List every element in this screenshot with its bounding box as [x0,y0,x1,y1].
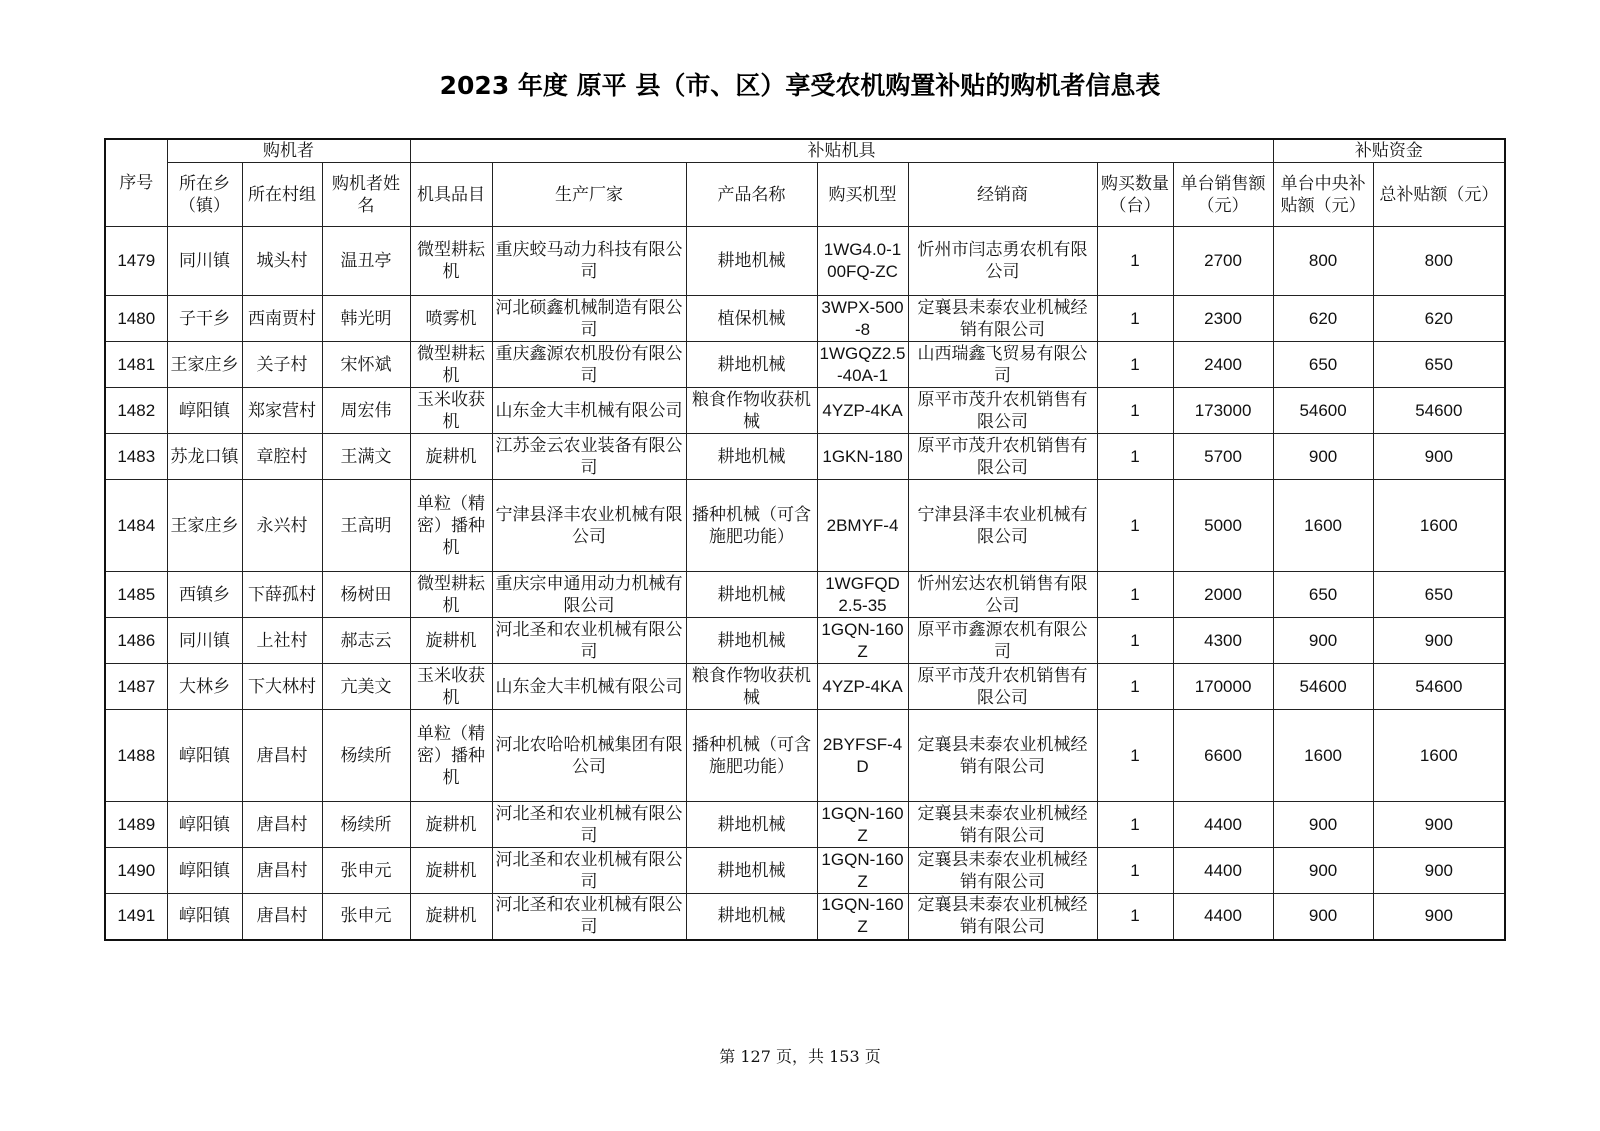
cell-total-subsidy: 54600 [1373,664,1505,710]
cell-seq: 1484 [105,480,167,572]
table-row [105,572,1505,618]
cell-manufacturer: 重庆蛟马动力科技有限公司 [492,227,686,296]
cell-seq: 1483 [105,434,167,480]
cell-unit-price: 4400 [1173,848,1273,894]
cell-dealer: 原平市茂升农机销售有限公司 [908,388,1097,434]
cell-manufacturer: 河北圣和农业机械有限公司 [492,618,686,664]
cell-seq: 1488 [105,710,167,802]
cell-dealer: 原平市鑫源农机有限公司 [908,618,1097,664]
cell-category: 单粒（精密）播种机 [410,480,492,572]
cell-central-subsidy: 1600 [1273,480,1373,572]
header-township: 所在乡（镇） [167,163,242,227]
cell-qty: 1 [1097,572,1173,618]
cell-qty: 1 [1097,710,1173,802]
cell-buyer-name: 王高明 [322,480,410,572]
page-footer: 第 127 页，共 153 页 [719,1047,881,1066]
table-row [105,296,1505,342]
cell-central-subsidy: 650 [1273,572,1373,618]
cell-buyer-name: 亢美文 [322,664,410,710]
table-row [105,618,1505,664]
cell-category: 旋耕机 [410,894,492,940]
cell-village: 唐昌村 [242,894,322,940]
cell-seq: 1480 [105,296,167,342]
cell-product: 粮食作物收获机械 [686,664,817,710]
table-row [105,894,1505,940]
cell-model: 1WG4.0-100FQ-ZC [817,227,908,296]
table-row [105,388,1505,434]
cell-seq: 1489 [105,802,167,848]
cell-category: 旋耕机 [410,802,492,848]
header-village: 所在村组 [242,163,322,227]
cell-category: 玉米收获机 [410,388,492,434]
cell-village: 上社村 [242,618,322,664]
cell-village: 郑家营村 [242,388,322,434]
cell-product: 耕地机械 [686,227,817,296]
cell-model: 3WPX-500-8 [817,296,908,342]
cell-product: 耕地机械 [686,618,817,664]
table-row [105,227,1505,296]
cell-buyer-name: 杨续所 [322,710,410,802]
cell-central-subsidy: 900 [1273,434,1373,480]
cell-dealer: 忻州宏达农机销售有限公司 [908,572,1097,618]
cell-unit-price: 2400 [1173,342,1273,388]
cell-dealer: 定襄县耒泰农业机械经销有限公司 [908,894,1097,940]
cell-dealer: 定襄县耒泰农业机械经销有限公司 [908,802,1097,848]
cell-village: 唐昌村 [242,848,322,894]
cell-village: 下大林村 [242,664,322,710]
cell-unit-price: 173000 [1173,388,1273,434]
cell-qty: 1 [1097,296,1173,342]
cell-model: 1GQN-160Z [817,618,908,664]
cell-qty: 1 [1097,480,1173,572]
cell-village: 下薛孤村 [242,572,322,618]
cell-township: 同川镇 [167,227,242,296]
buyer-info-table [104,138,1506,941]
cell-central-subsidy: 900 [1273,618,1373,664]
header-dealer: 经销商 [908,163,1097,227]
cell-unit-price: 2700 [1173,227,1273,296]
header-qty: 购买数量（台） [1097,163,1173,227]
cell-total-subsidy: 800 [1373,227,1505,296]
cell-township: 大林乡 [167,664,242,710]
header-central-subsidy: 单台中央补贴额（元） [1273,163,1373,227]
cell-unit-price: 5000 [1173,480,1273,572]
cell-manufacturer: 河北圣和农业机械有限公司 [492,848,686,894]
cell-product: 耕地机械 [686,848,817,894]
cell-dealer: 原平市茂升农机销售有限公司 [908,434,1097,480]
cell-township: 王家庄乡 [167,480,242,572]
cell-product: 播种机械（可含施肥功能） [686,480,817,572]
table-row [105,434,1505,480]
header-product: 产品名称 [686,163,817,227]
cell-manufacturer: 河北硕鑫机械制造有限公司 [492,296,686,342]
cell-qty: 1 [1097,664,1173,710]
cell-qty: 1 [1097,618,1173,664]
cell-product: 耕地机械 [686,802,817,848]
cell-total-subsidy: 900 [1373,434,1505,480]
table-header [105,139,1505,227]
cell-village: 唐昌村 [242,710,322,802]
cell-total-subsidy: 54600 [1373,388,1505,434]
cell-seq: 1481 [105,342,167,388]
cell-manufacturer: 山东金大丰机械有限公司 [492,388,686,434]
cell-unit-price: 5700 [1173,434,1273,480]
header-group-machine: 补贴机具 [410,139,1273,163]
cell-unit-price: 170000 [1173,664,1273,710]
cell-model: 1GQN-160Z [817,802,908,848]
cell-township: 崞阳镇 [167,848,242,894]
cell-qty: 1 [1097,227,1173,296]
cell-qty: 1 [1097,802,1173,848]
cell-category: 旋耕机 [410,848,492,894]
cell-category: 旋耕机 [410,618,492,664]
cell-buyer-name: 王满文 [322,434,410,480]
cell-model: 2BYFSF-4D [817,710,908,802]
cell-model: 1GQN-160Z [817,894,908,940]
cell-product: 耕地机械 [686,342,817,388]
cell-dealer: 定襄县耒泰农业机械经销有限公司 [908,710,1097,802]
cell-category: 喷雾机 [410,296,492,342]
cell-qty: 1 [1097,388,1173,434]
header-model: 购买机型 [817,163,908,227]
cell-manufacturer: 江苏金云农业装备有限公司 [492,434,686,480]
cell-dealer: 山西瑞鑫飞贸易有限公司 [908,342,1097,388]
cell-township: 崞阳镇 [167,710,242,802]
cell-total-subsidy: 900 [1373,894,1505,940]
cell-seq: 1485 [105,572,167,618]
table-row [105,480,1505,572]
cell-central-subsidy: 620 [1273,296,1373,342]
cell-qty: 1 [1097,342,1173,388]
cell-product: 植保机械 [686,296,817,342]
cell-product: 播种机械（可含施肥功能） [686,710,817,802]
cell-central-subsidy: 800 [1273,227,1373,296]
cell-model: 4YZP-4KA [817,664,908,710]
cell-total-subsidy: 900 [1373,802,1505,848]
cell-seq: 1490 [105,848,167,894]
cell-total-subsidy: 900 [1373,618,1505,664]
cell-unit-price: 4400 [1173,894,1273,940]
table-body [105,227,1505,940]
cell-category: 玉米收获机 [410,664,492,710]
cell-total-subsidy: 900 [1373,848,1505,894]
cell-model: 2BMYF-4 [817,480,908,572]
cell-seq: 1487 [105,664,167,710]
header-manufacturer: 生产厂家 [492,163,686,227]
cell-buyer-name: 周宏伟 [322,388,410,434]
cell-central-subsidy: 900 [1273,848,1373,894]
cell-total-subsidy: 620 [1373,296,1505,342]
cell-village: 永兴村 [242,480,322,572]
cell-total-subsidy: 1600 [1373,710,1505,802]
cell-township: 苏龙口镇 [167,434,242,480]
cell-township: 崞阳镇 [167,802,242,848]
cell-category: 旋耕机 [410,434,492,480]
cell-village: 关子村 [242,342,322,388]
cell-seq: 1491 [105,894,167,940]
cell-product: 耕地机械 [686,894,817,940]
cell-buyer-name: 韩光明 [322,296,410,342]
table-row [105,710,1505,802]
cell-buyer-name: 张申元 [322,848,410,894]
page-title: 2023 年度 原平 县（市、区）享受农机购置补贴的购机者信息表 [439,71,1161,100]
cell-manufacturer: 重庆宗申通用动力机械有限公司 [492,572,686,618]
cell-unit-price: 4400 [1173,802,1273,848]
cell-qty: 1 [1097,848,1173,894]
cell-model: 1WGFQD2.5-35 [817,572,908,618]
cell-seq: 1482 [105,388,167,434]
cell-township: 子干乡 [167,296,242,342]
cell-manufacturer: 河北圣和农业机械有限公司 [492,894,686,940]
cell-manufacturer: 宁津县泽丰农业机械有限公司 [492,480,686,572]
table-row [105,342,1505,388]
header-seq: 序号 [105,139,167,227]
cell-category: 微型耕耘机 [410,572,492,618]
header-buyer-name: 购机者姓名 [322,163,410,227]
cell-unit-price: 2300 [1173,296,1273,342]
cell-manufacturer: 河北圣和农业机械有限公司 [492,802,686,848]
cell-township: 同川镇 [167,618,242,664]
cell-seq: 1486 [105,618,167,664]
cell-manufacturer: 山东金大丰机械有限公司 [492,664,686,710]
cell-seq: 1479 [105,227,167,296]
cell-total-subsidy: 650 [1373,572,1505,618]
header-unit-price: 单台销售额（元） [1173,163,1273,227]
cell-product: 耕地机械 [686,434,817,480]
cell-buyer-name: 宋怀斌 [322,342,410,388]
cell-qty: 1 [1097,434,1173,480]
cell-village: 城头村 [242,227,322,296]
cell-buyer-name: 杨树田 [322,572,410,618]
cell-manufacturer: 河北农哈哈机械集团有限公司 [492,710,686,802]
cell-product: 耕地机械 [686,572,817,618]
cell-dealer: 原平市茂升农机销售有限公司 [908,664,1097,710]
cell-village: 西南贾村 [242,296,322,342]
cell-unit-price: 6600 [1173,710,1273,802]
cell-dealer: 宁津县泽丰农业机械有限公司 [908,480,1097,572]
cell-central-subsidy: 54600 [1273,664,1373,710]
cell-central-subsidy: 54600 [1273,388,1373,434]
cell-qty: 1 [1097,894,1173,940]
cell-model: 4YZP-4KA [817,388,908,434]
cell-buyer-name: 杨续所 [322,802,410,848]
cell-central-subsidy: 900 [1273,894,1373,940]
cell-buyer-name: 温丑亭 [322,227,410,296]
cell-township: 崞阳镇 [167,388,242,434]
table-row [105,664,1505,710]
cell-manufacturer: 重庆鑫源农机股份有限公司 [492,342,686,388]
cell-buyer-name: 郝志云 [322,618,410,664]
cell-central-subsidy: 900 [1273,802,1373,848]
cell-unit-price: 4300 [1173,618,1273,664]
header-category: 机具品目 [410,163,492,227]
cell-dealer: 忻州市闫志勇农机有限公司 [908,227,1097,296]
cell-village: 唐昌村 [242,802,322,848]
cell-total-subsidy: 650 [1373,342,1505,388]
cell-buyer-name: 张申元 [322,894,410,940]
header-group-buyer: 购机者 [167,139,410,163]
cell-dealer: 定襄县耒泰农业机械经销有限公司 [908,848,1097,894]
table-row [105,848,1505,894]
cell-category: 单粒（精密）播种机 [410,710,492,802]
cell-central-subsidy: 1600 [1273,710,1373,802]
cell-township: 崞阳镇 [167,894,242,940]
cell-total-subsidy: 1600 [1373,480,1505,572]
cell-township: 西镇乡 [167,572,242,618]
header-total-subsidy: 总补贴额（元） [1373,163,1505,227]
cell-township: 王家庄乡 [167,342,242,388]
cell-village: 章腔村 [242,434,322,480]
header-group-funds: 补贴资金 [1273,139,1505,163]
cell-category: 微型耕耘机 [410,227,492,296]
cell-central-subsidy: 650 [1273,342,1373,388]
table-row [105,802,1505,848]
cell-model: 1GQN-160Z [817,848,908,894]
cell-model: 1GKN-180 [817,434,908,480]
cell-category: 微型耕耘机 [410,342,492,388]
cell-dealer: 定襄县耒泰农业机械经销有限公司 [908,296,1097,342]
cell-model: 1WGQZ2.5-40A-1 [817,342,908,388]
cell-unit-price: 2000 [1173,572,1273,618]
cell-product: 粮食作物收获机械 [686,388,817,434]
